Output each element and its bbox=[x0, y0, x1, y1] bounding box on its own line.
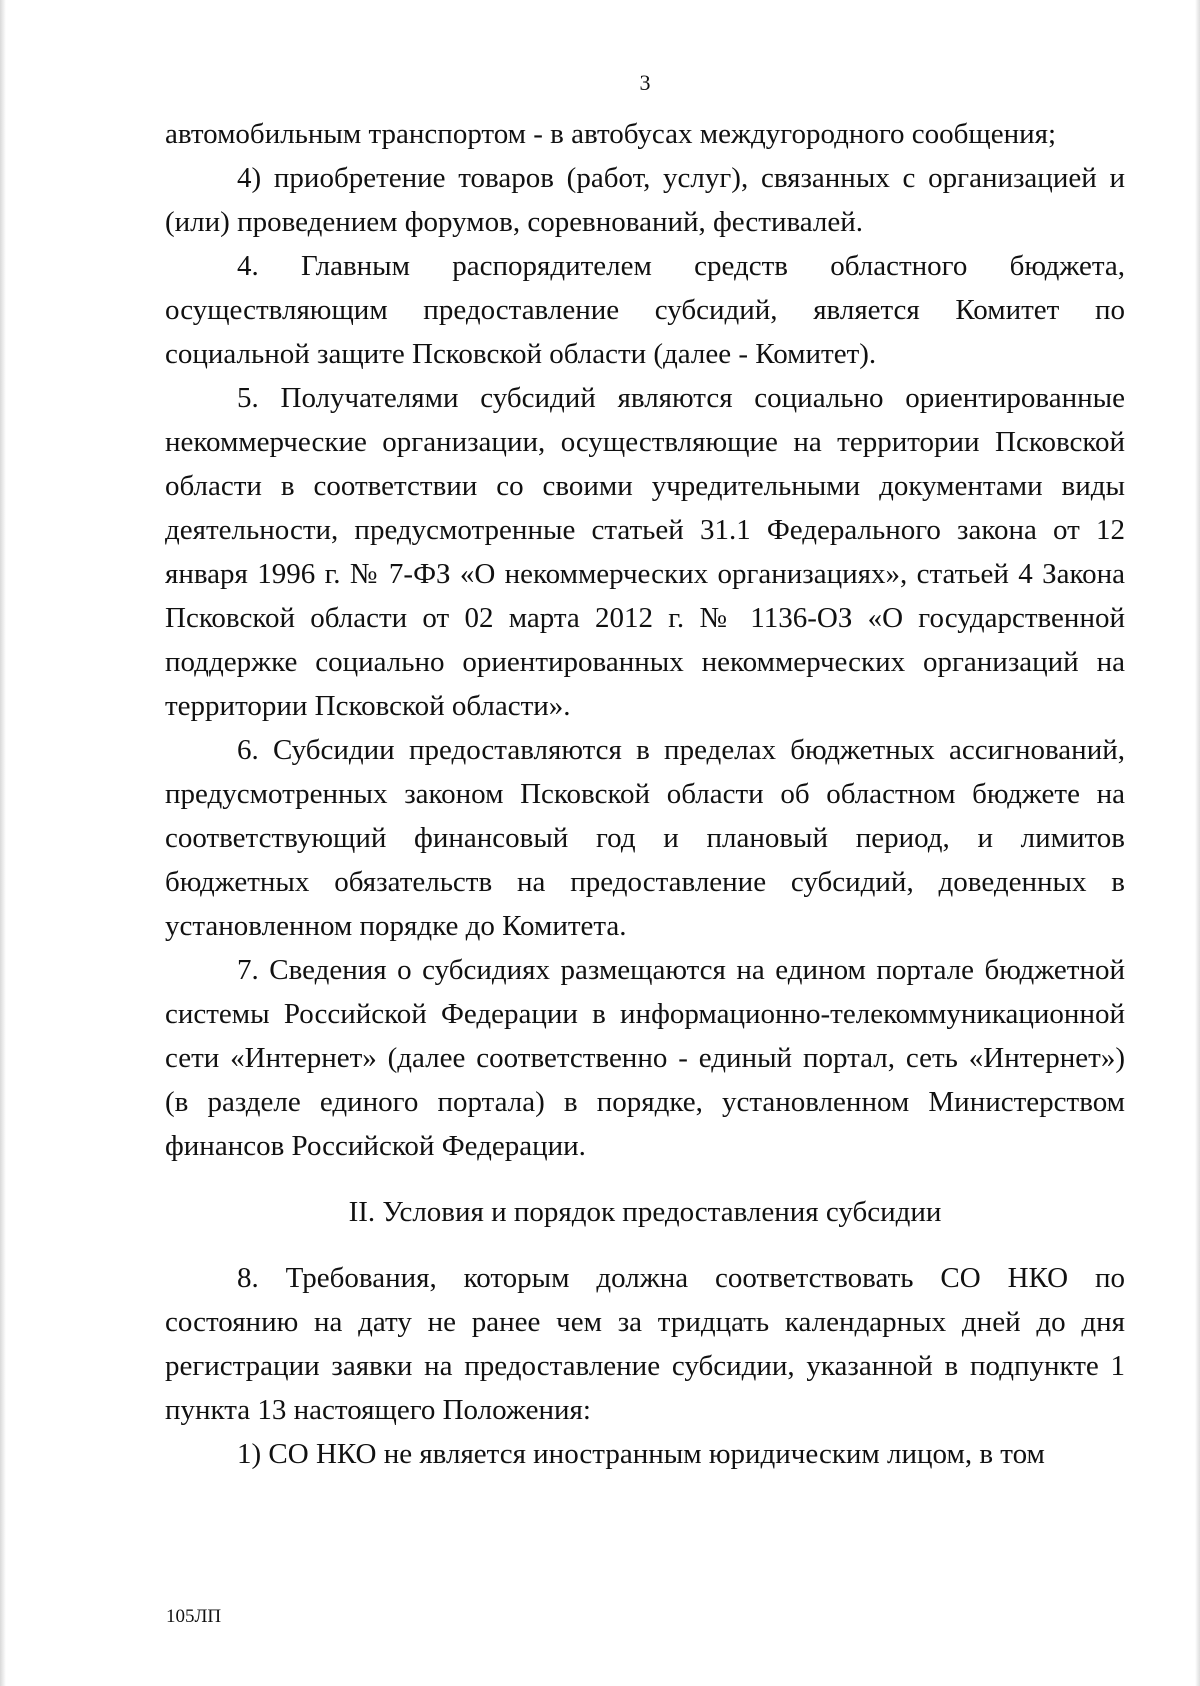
paragraph-clause-6: 6. Субсидии предоставляются в пределах бюджетных ассигнований, предусмотренных законом Псковской области об областном бюджете на соответствующий финансовый год и плановый период, и лимитов бюджетных обязательств на предоставление субсидий, доведенных в установленном порядке до Комитета. bbox=[165, 734, 1125, 942]
page-number: 3 bbox=[639, 70, 651, 95]
paragraph-clause-5: 5. Получателями субсидий являются социально ориентированные некоммерческие организации, осуществляющие на территории Псковской области в соответствии со своими учредительными документами виды деятельности, предусмотренные статьей 31.1 Федерального закона от 12 января 1996 г. № 7-ФЗ «О некоммерческих организациях», статьей 4 Закона Псковской области от 02 марта 2012 г. № 1136-ОЗ «О государственной поддержке социально ориентированных некоммерческих организаций на территории Псковской области». bbox=[165, 382, 1125, 722]
document-code: 105ЛП bbox=[166, 1606, 222, 1627]
document-body bbox=[165, 112, 1125, 1476]
scan-edge-right bbox=[1195, 0, 1200, 1686]
paragraph-item-1-requirement: 1) СО НКО не является иностранным юридическим лицом, в том bbox=[237, 1438, 1045, 1470]
section-heading: II. Условия и порядок предоставления субсидии bbox=[348, 1196, 942, 1228]
paragraph-transport-continuation: автомобильным транспортом - в автобусах междугородного сообщения; bbox=[165, 118, 1057, 150]
paragraph-clause-7: 7. Сведения о субсидиях размещаются на едином портале бюджетной системы Российской Федерации в информационно-телекоммуникационной сети «Интернет» (далее соответственно - единый портал, сеть «Интернет») (в разделе единого портала) в порядке, установленном Министерством финансов Российской Федерации. bbox=[165, 954, 1125, 1162]
paragraph-item-4-goods: 4) приобретение товаров (работ, услуг), связанных с организацией и (или) проведением форумов, соревнований, фестивалей. bbox=[165, 162, 1125, 238]
scan-edge-left bbox=[0, 0, 6, 1686]
paragraph-clause-4: 4. Главным распорядителем средств областного бюджета, осуществляющим предоставление субсидий, является Комитет по социальной защите Псковской области (далее - Комитет). bbox=[165, 250, 1125, 370]
paragraph-clause-8: 8. Требования, которым должна соответствовать СО НКО по состоянию на дату не ранее чем за тридцать календарных дней до дня регистрации заявки на предоставление субсидии, указанной в подпункте 1 пункта 13 настоящего Положения: bbox=[165, 1262, 1125, 1426]
